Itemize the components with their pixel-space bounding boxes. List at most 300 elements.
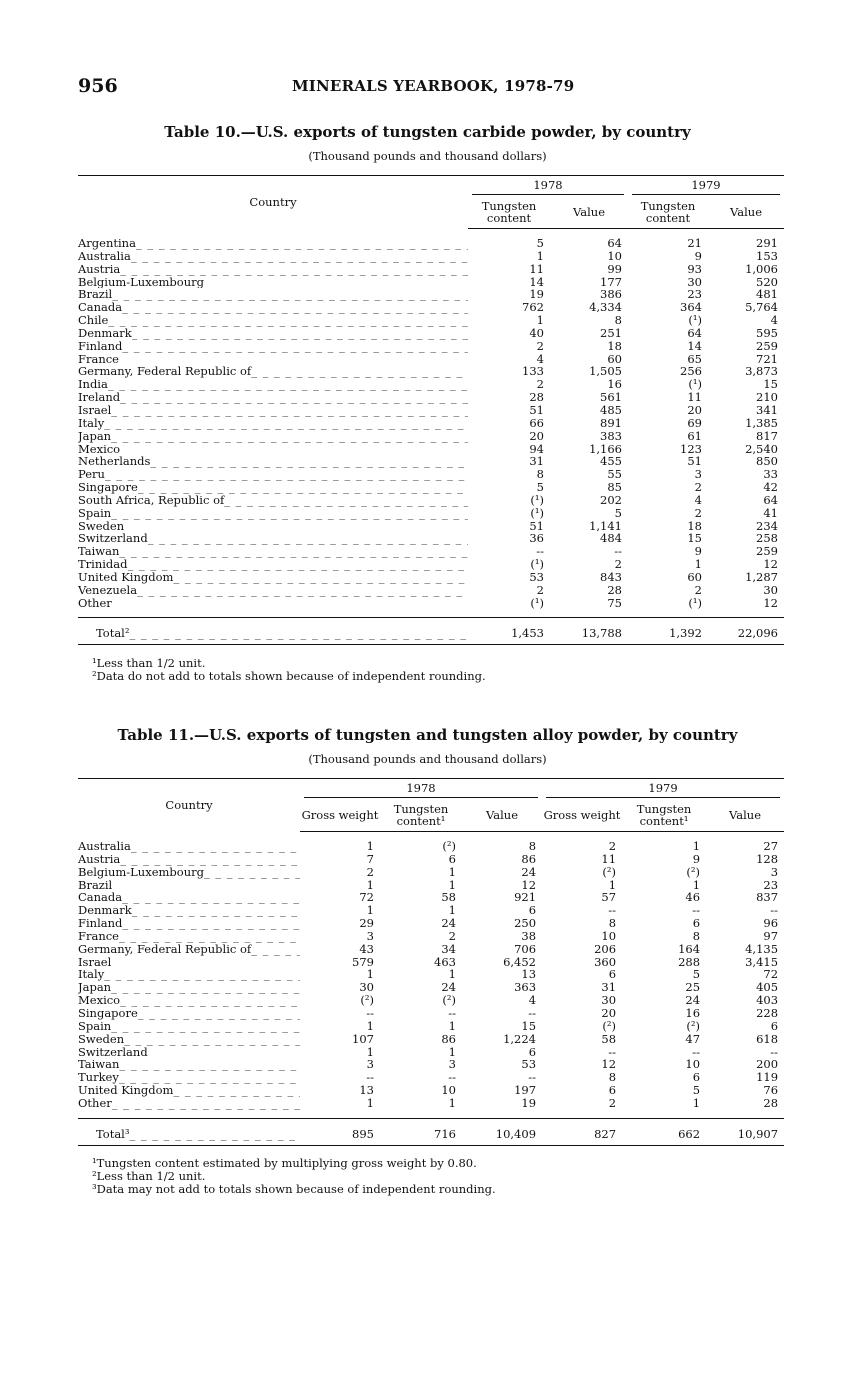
country-cell: Peru _ _ _ [78, 468, 468, 481]
page-number: 956 [78, 75, 118, 97]
value-cell-c79: 21 [687, 237, 702, 250]
value-cell-v78: 202 [600, 493, 622, 507]
value-cell-c78: 40 [529, 326, 544, 340]
value-cell-v79: -- [770, 1045, 779, 1059]
value-cell-c78: 51 [529, 519, 544, 533]
country-cell: Taiwan _ _ _ [78, 1058, 300, 1071]
table-row [78, 1084, 784, 1097]
value-cell-c78: 1 [536, 314, 544, 327]
value-cell-g78: 1 [366, 1019, 374, 1033]
value-cell-v78: 386 [600, 288, 622, 302]
country-cell: South Africa, Republic of _ _ _ [78, 494, 468, 507]
value-cell-c78: 762 [522, 301, 544, 315]
value-cell-c78: 1 [448, 1019, 456, 1033]
table-row [78, 1020, 784, 1033]
footnote: ¹Less than 1/2 unit. [92, 656, 206, 670]
footnote: ²Less than 1/2 unit. [92, 1169, 206, 1183]
table-row [78, 404, 784, 417]
country-cell: Total² _ _ _ [78, 618, 468, 645]
value-cell-g79: -- [608, 904, 617, 918]
value-cell-g78: 43 [359, 942, 374, 956]
value-cell-c78: 1 [448, 1045, 456, 1059]
value-cell-v78: 19 [521, 1096, 537, 1110]
value-cell-v78: 561 [600, 391, 622, 404]
value-cell-v79: 23 [763, 878, 779, 892]
value-cell-v78: 38 [521, 929, 537, 943]
country-cell: Spain _ _ _ [78, 507, 468, 520]
value-cell-c79: 2 [694, 481, 702, 494]
value-cell-c78: 2 [448, 929, 456, 943]
value-cell-v78: 363 [514, 981, 537, 995]
value-cell-v79: 4 [770, 314, 778, 327]
value-cell-v79: 33 [763, 468, 778, 482]
value-cell-v79: 15 [763, 378, 778, 392]
value-cell-g78: 1 [366, 1045, 374, 1059]
value-cell-c79: 2 [694, 506, 702, 520]
value-cell-c79: 69 [687, 416, 702, 430]
table-row [78, 597, 784, 610]
value-cell-c79: 164 [678, 942, 701, 956]
value-cell-v79: 850 [756, 455, 778, 469]
value-cell-v79: 341 [756, 403, 778, 417]
value-cell-c79: 9 [694, 249, 702, 263]
table-row [78, 417, 784, 430]
table-row [78, 879, 784, 892]
value-cell-v78: 251 [600, 326, 622, 340]
table10-footnotes [92, 657, 486, 683]
value-cell-g78: 2 [366, 865, 374, 879]
country-cell: Austria _ _ _ [78, 853, 300, 866]
value-cell-v79: 1,385 [745, 416, 778, 430]
value-cell-v79: 42 [763, 481, 778, 494]
value-cell-g78: 107 [352, 1032, 374, 1046]
value-cell-v79: 30 [763, 583, 778, 597]
value-cell-g78: 895 [300, 1118, 380, 1145]
total-row [78, 618, 784, 645]
value-cell-v79: 10,907 [706, 1118, 784, 1145]
value-cell-v78: 8 [528, 840, 537, 853]
value-cell-v79: 41 [763, 506, 778, 520]
value-cell-v79: 153 [756, 249, 778, 263]
value-cell-c78: 716 [380, 1118, 462, 1145]
value-cell-c79: 5 [692, 1084, 701, 1097]
table11-col-gross-1979: Gross weight [542, 801, 622, 832]
value-cell-g78: 1 [366, 968, 374, 982]
value-cell-c78: 10 [441, 1084, 456, 1097]
value-cell-v78: 1,141 [589, 519, 622, 533]
value-cell-c79: 1 [692, 878, 701, 892]
value-cell-g78: -- [366, 1071, 374, 1085]
country-cell: Israel _ _ _ [78, 404, 468, 417]
value-cell-v79: 96 [763, 917, 779, 930]
value-cell-g79: 206 [594, 942, 617, 956]
value-cell-c79: 1 [692, 1096, 701, 1110]
value-cell-v79: 2,540 [745, 442, 778, 456]
value-cell-c78: 2 [536, 339, 544, 353]
value-cell-g78: 3 [366, 929, 374, 943]
value-cell-c78: 463 [434, 955, 456, 969]
value-cell-g78: 1 [366, 904, 374, 918]
value-cell-v78: 12 [521, 878, 537, 892]
value-cell-v78: 28 [607, 583, 622, 597]
table-row [78, 866, 784, 879]
value-cell-g78: 7 [366, 852, 374, 866]
country-cell: Germany, Federal Republic of _ _ _ [78, 943, 300, 956]
value-cell-g79: 827 [542, 1118, 622, 1145]
value-cell-v78: 10 [607, 249, 622, 263]
value-cell-g79: 10 [601, 929, 617, 943]
value-cell-v79: 234 [756, 519, 778, 533]
country-cell: Switzerland _ _ _ [78, 1046, 300, 1059]
value-cell-v79: 228 [756, 1006, 779, 1020]
country-cell: Finland _ _ _ [78, 917, 300, 930]
table-row [78, 1071, 784, 1084]
value-cell-c79: 64 [687, 326, 702, 340]
country-cell: Denmark _ _ _ [78, 904, 300, 917]
value-cell-v78: 99 [607, 262, 622, 276]
country-cell: France _ _ _ [78, 930, 300, 943]
value-cell-c78: 19 [529, 288, 544, 302]
value-cell-g79: (²) [602, 865, 617, 879]
country-cell: Germany, Federal Republic of _ _ _ [78, 365, 468, 378]
value-cell-c79: 20 [687, 403, 702, 417]
value-cell-v79: 259 [756, 545, 778, 559]
value-cell-v78: 6,452 [503, 955, 537, 969]
value-cell-c79: (¹) [688, 314, 702, 327]
table-row [78, 494, 784, 507]
value-cell-v78: 4,334 [589, 301, 622, 315]
table11-col-gross-1978: Gross weight [300, 801, 380, 832]
table10-col-content-1978: Tungsten content [468, 198, 550, 229]
footnote: ²Data do not add to totals shown because of independent rounding. [92, 669, 486, 683]
value-cell-v79: 5,764 [745, 301, 778, 315]
value-cell-g79: 360 [594, 955, 617, 969]
country-cell: Canada _ _ _ [78, 301, 468, 314]
table-row [78, 507, 784, 520]
country-cell: Singapore _ _ _ [78, 481, 468, 494]
country-cell: Israel _ _ _ [78, 956, 300, 969]
value-cell-c78: 24 [441, 917, 456, 930]
value-cell-v79: 210 [756, 391, 778, 404]
value-cell-c79: 364 [680, 301, 702, 315]
table10-year-1978: 1978 [468, 176, 628, 199]
country-cell: Denmark _ _ _ [78, 327, 468, 340]
value-cell-g78: 72 [359, 891, 374, 905]
value-cell-c79: 46 [685, 891, 701, 905]
table-row [78, 481, 784, 494]
table-row [78, 263, 784, 276]
value-cell-c78: 24 [441, 981, 456, 995]
value-cell-v78: 1,166 [589, 442, 622, 456]
value-cell-c79: 2 [694, 583, 702, 597]
value-cell-c78: -- [448, 1071, 456, 1085]
value-cell-v78: -- [528, 1071, 537, 1085]
country-cell: Japan _ _ _ [78, 430, 468, 443]
value-cell-c78: 14 [529, 275, 544, 289]
value-cell-v79: 27 [763, 840, 779, 853]
table11 [78, 778, 784, 1152]
value-cell-g79: 2 [608, 1096, 617, 1110]
table-row [78, 571, 784, 584]
table11-year-1979: 1979 [542, 779, 784, 802]
country-cell: Brazil _ _ _ [78, 288, 468, 301]
country-cell: Taiwan _ _ _ [78, 545, 468, 558]
value-cell-c79: 3 [694, 468, 702, 482]
country-cell: Singapore _ _ _ [78, 1007, 300, 1020]
value-cell-v79: 128 [756, 852, 779, 866]
value-cell-c79: 61 [687, 429, 702, 443]
table-row [78, 532, 784, 545]
value-cell-v79: 72 [763, 968, 779, 982]
value-cell-v78: 177 [600, 275, 622, 289]
value-cell-v79: 4,135 [745, 942, 779, 956]
value-cell-g79: (²) [602, 1019, 617, 1033]
table-row [78, 468, 784, 481]
country-cell: Switzerland _ _ _ [78, 532, 468, 545]
value-cell-c78: 86 [441, 1032, 456, 1046]
table-row [78, 930, 784, 943]
value-cell-v79: 259 [756, 339, 778, 353]
country-cell: Other _ _ _ [78, 597, 468, 610]
value-cell-v79: 520 [756, 275, 778, 289]
value-cell-c78: (¹) [530, 493, 544, 507]
value-cell-c79: (²) [686, 1019, 701, 1033]
value-cell-v78: 8 [614, 314, 622, 327]
value-cell-c78: 6 [448, 852, 456, 866]
value-cell-v78: 455 [600, 455, 622, 469]
value-cell-g79: 2 [608, 840, 617, 853]
value-cell-c78: 11 [529, 262, 544, 276]
value-cell-c79: 11 [687, 391, 702, 404]
value-cell-v79: 3,873 [745, 365, 778, 379]
country-cell: Sweden _ _ _ [78, 520, 468, 533]
value-cell-g78: 579 [352, 955, 374, 969]
country-cell: Turkey _ _ _ [78, 1071, 300, 1084]
value-cell-c79: 662 [622, 1118, 706, 1145]
value-cell-g79: 8 [608, 917, 617, 930]
country-cell: Sweden _ _ _ [78, 1033, 300, 1046]
value-cell-v79: 405 [756, 981, 779, 995]
table-row [78, 353, 784, 366]
value-cell-c79: 60 [687, 570, 702, 584]
value-cell-v78: 16 [607, 378, 622, 392]
value-cell-c78: 4 [536, 352, 544, 366]
value-cell-c78: 31 [529, 455, 544, 469]
country-cell: Mexico _ _ _ [78, 443, 468, 456]
country-cell: Trinidad _ _ _ [78, 558, 468, 571]
value-cell-c78: -- [536, 545, 544, 559]
value-cell-v79: 12 [763, 596, 778, 610]
table10-col-content-1979: Tungsten content [628, 198, 708, 229]
value-cell-c78: 5 [536, 481, 544, 494]
value-cell-c78: 8 [536, 468, 544, 482]
value-cell-c79: 18 [687, 519, 702, 533]
value-cell-c78: 66 [529, 416, 544, 430]
country-cell: Italy _ _ _ [78, 968, 300, 981]
value-cell-c78: 28 [529, 391, 544, 404]
table10-title: Table 10.—U.S. exports of tungsten carbide powder, by country [164, 123, 691, 141]
value-cell-v79: 291 [756, 237, 778, 250]
country-cell: Netherlands _ _ _ [78, 455, 468, 468]
value-cell-c79: 256 [680, 365, 702, 379]
value-cell-c79: 288 [678, 955, 701, 969]
value-cell-v79: 258 [756, 532, 778, 546]
table-row [78, 981, 784, 994]
value-cell-v79: 12 [763, 558, 778, 571]
value-cell-g78: 1 [366, 878, 374, 892]
value-cell-g79: 8 [608, 1071, 617, 1085]
value-cell-c78: 1 [536, 249, 544, 263]
value-cell-g79: 1 [608, 878, 617, 892]
table10-year-1979: 1979 [628, 176, 784, 199]
table-row [78, 584, 784, 597]
country-cell: United Kingdom _ _ _ [78, 571, 468, 584]
running-head: MINERALS YEARBOOK, 1978-79 [292, 77, 575, 95]
value-cell-v78: 13,788 [550, 618, 628, 645]
value-cell-v79: 3,415 [745, 955, 779, 969]
country-cell: Australia _ _ _ [78, 840, 300, 853]
value-cell-c79: 9 [694, 545, 702, 559]
value-cell-v78: 53 [521, 1058, 537, 1072]
value-cell-c79: 51 [687, 455, 702, 469]
table-row [78, 327, 784, 340]
country-cell: Austria _ _ _ [78, 263, 468, 276]
table11-subtitle: (Thousand pounds and thousand dollars) [308, 752, 547, 766]
value-cell-v78: 2 [614, 558, 622, 571]
table-row [78, 378, 784, 391]
value-cell-c78: 36 [529, 532, 544, 546]
value-cell-v79: 97 [763, 929, 779, 943]
table-row [78, 455, 784, 468]
table-row [78, 250, 784, 263]
table11-col-value-1979: Value [706, 801, 784, 832]
value-cell-c78: 1 [448, 904, 456, 918]
country-cell: Other _ _ _ [78, 1097, 300, 1110]
footnote: ³Data may not add to totals shown because of independent rounding. [92, 1182, 496, 1196]
table-row [78, 943, 784, 956]
value-cell-v78: 18 [607, 339, 622, 353]
value-cell-v79: 28 [763, 1096, 779, 1110]
value-cell-g78: 3 [366, 1058, 374, 1072]
table11-country-header: Country [78, 779, 300, 832]
country-cell: France _ _ _ [78, 353, 468, 366]
table-row [78, 1046, 784, 1059]
table-row [78, 340, 784, 353]
value-cell-c78: 133 [522, 365, 544, 379]
value-cell-c79: 4 [694, 493, 702, 507]
country-cell: Belgium-Luxembourg _ _ _ [78, 866, 300, 879]
country-cell: Chile _ _ _ [78, 314, 468, 327]
country-cell: Ireland _ _ _ [78, 391, 468, 404]
table10 [78, 175, 784, 651]
value-cell-c78: (²) [442, 840, 456, 853]
country-cell: India _ _ _ [78, 378, 468, 391]
country-cell: Finland _ _ _ [78, 340, 468, 353]
value-cell-v78: 706 [514, 942, 537, 956]
value-cell-v78: 484 [600, 532, 622, 546]
value-cell-v78: 843 [600, 570, 622, 584]
table10-country-header: Country [78, 176, 468, 229]
table-row [78, 1097, 784, 1110]
value-cell-g78: 13 [359, 1084, 374, 1097]
value-cell-v79: 119 [756, 1071, 779, 1085]
value-cell-c78: 1 [448, 878, 456, 892]
value-cell-c79: 8 [692, 929, 701, 943]
table-row [78, 237, 784, 250]
value-cell-c78: 2 [536, 583, 544, 597]
value-cell-c79: 47 [685, 1032, 701, 1046]
footnote: ¹Tungsten content estimated by multiplying gross weight by 0.80. [92, 1156, 477, 1170]
value-cell-c78: 1,453 [468, 618, 550, 645]
value-cell-g79: -- [608, 1045, 617, 1059]
value-cell-c79: 14 [687, 339, 702, 353]
value-cell-c79: 30 [687, 275, 702, 289]
value-cell-v79: 3 [770, 865, 779, 879]
value-cell-c79: (¹) [688, 596, 702, 610]
value-cell-v78: 60 [607, 352, 622, 366]
value-cell-g79: 11 [601, 852, 617, 866]
table11-col-value-1978: Value [462, 801, 542, 832]
value-cell-v79: -- [770, 904, 779, 918]
table-row [78, 904, 784, 917]
value-cell-c79: -- [692, 1045, 701, 1059]
value-cell-g79: 57 [601, 891, 617, 905]
total-row [78, 1118, 784, 1145]
value-cell-v78: -- [528, 1006, 537, 1020]
value-cell-c79: 6 [692, 917, 701, 930]
value-cell-g78: 29 [359, 917, 374, 930]
value-cell-v78: 891 [600, 416, 622, 430]
table-row [78, 314, 784, 327]
value-cell-v78: 5 [614, 506, 622, 520]
table-row [78, 545, 784, 558]
table11-col-content-1979: Tungsten content¹ [622, 801, 706, 832]
country-cell: Mexico _ _ _ [78, 994, 300, 1007]
table10-subtitle: (Thousand pounds and thousand dollars) [308, 149, 547, 163]
value-cell-v78: 86 [521, 852, 537, 866]
value-cell-v79: 837 [756, 891, 779, 905]
value-cell-c78: 1 [448, 865, 456, 879]
value-cell-v79: 6 [770, 1019, 779, 1033]
value-cell-v78: 15 [521, 1019, 537, 1033]
value-cell-v78: 485 [600, 403, 622, 417]
value-cell-v78: 921 [514, 891, 537, 905]
value-cell-c79: 1 [692, 840, 701, 853]
value-cell-g79: 31 [601, 981, 617, 995]
country-cell: Italy _ _ _ [78, 417, 468, 430]
table-row [78, 276, 784, 289]
value-cell-v78: 85 [607, 481, 622, 494]
country-cell: Japan _ _ _ [78, 981, 300, 994]
value-cell-v78: 10,409 [462, 1118, 542, 1145]
value-cell-v78: 24 [521, 865, 537, 879]
value-cell-v78: 383 [600, 429, 622, 443]
value-cell-c79: 5 [692, 968, 701, 982]
value-cell-v79: 76 [763, 1084, 779, 1097]
value-cell-v78: 64 [607, 237, 622, 250]
value-cell-g79: 20 [601, 1006, 617, 1020]
value-cell-c78: 3 [448, 1058, 456, 1072]
value-cell-g79: 12 [601, 1058, 617, 1072]
value-cell-c78: 20 [529, 429, 544, 443]
value-cell-c78: 1 [448, 1096, 456, 1110]
value-cell-v78: 250 [514, 917, 537, 930]
value-cell-g78: -- [366, 1006, 374, 1020]
table-row [78, 994, 784, 1007]
value-cell-v78: 1,505 [589, 365, 622, 379]
country-cell: Total³ _ _ _ [78, 1118, 300, 1145]
table-row [78, 1058, 784, 1071]
